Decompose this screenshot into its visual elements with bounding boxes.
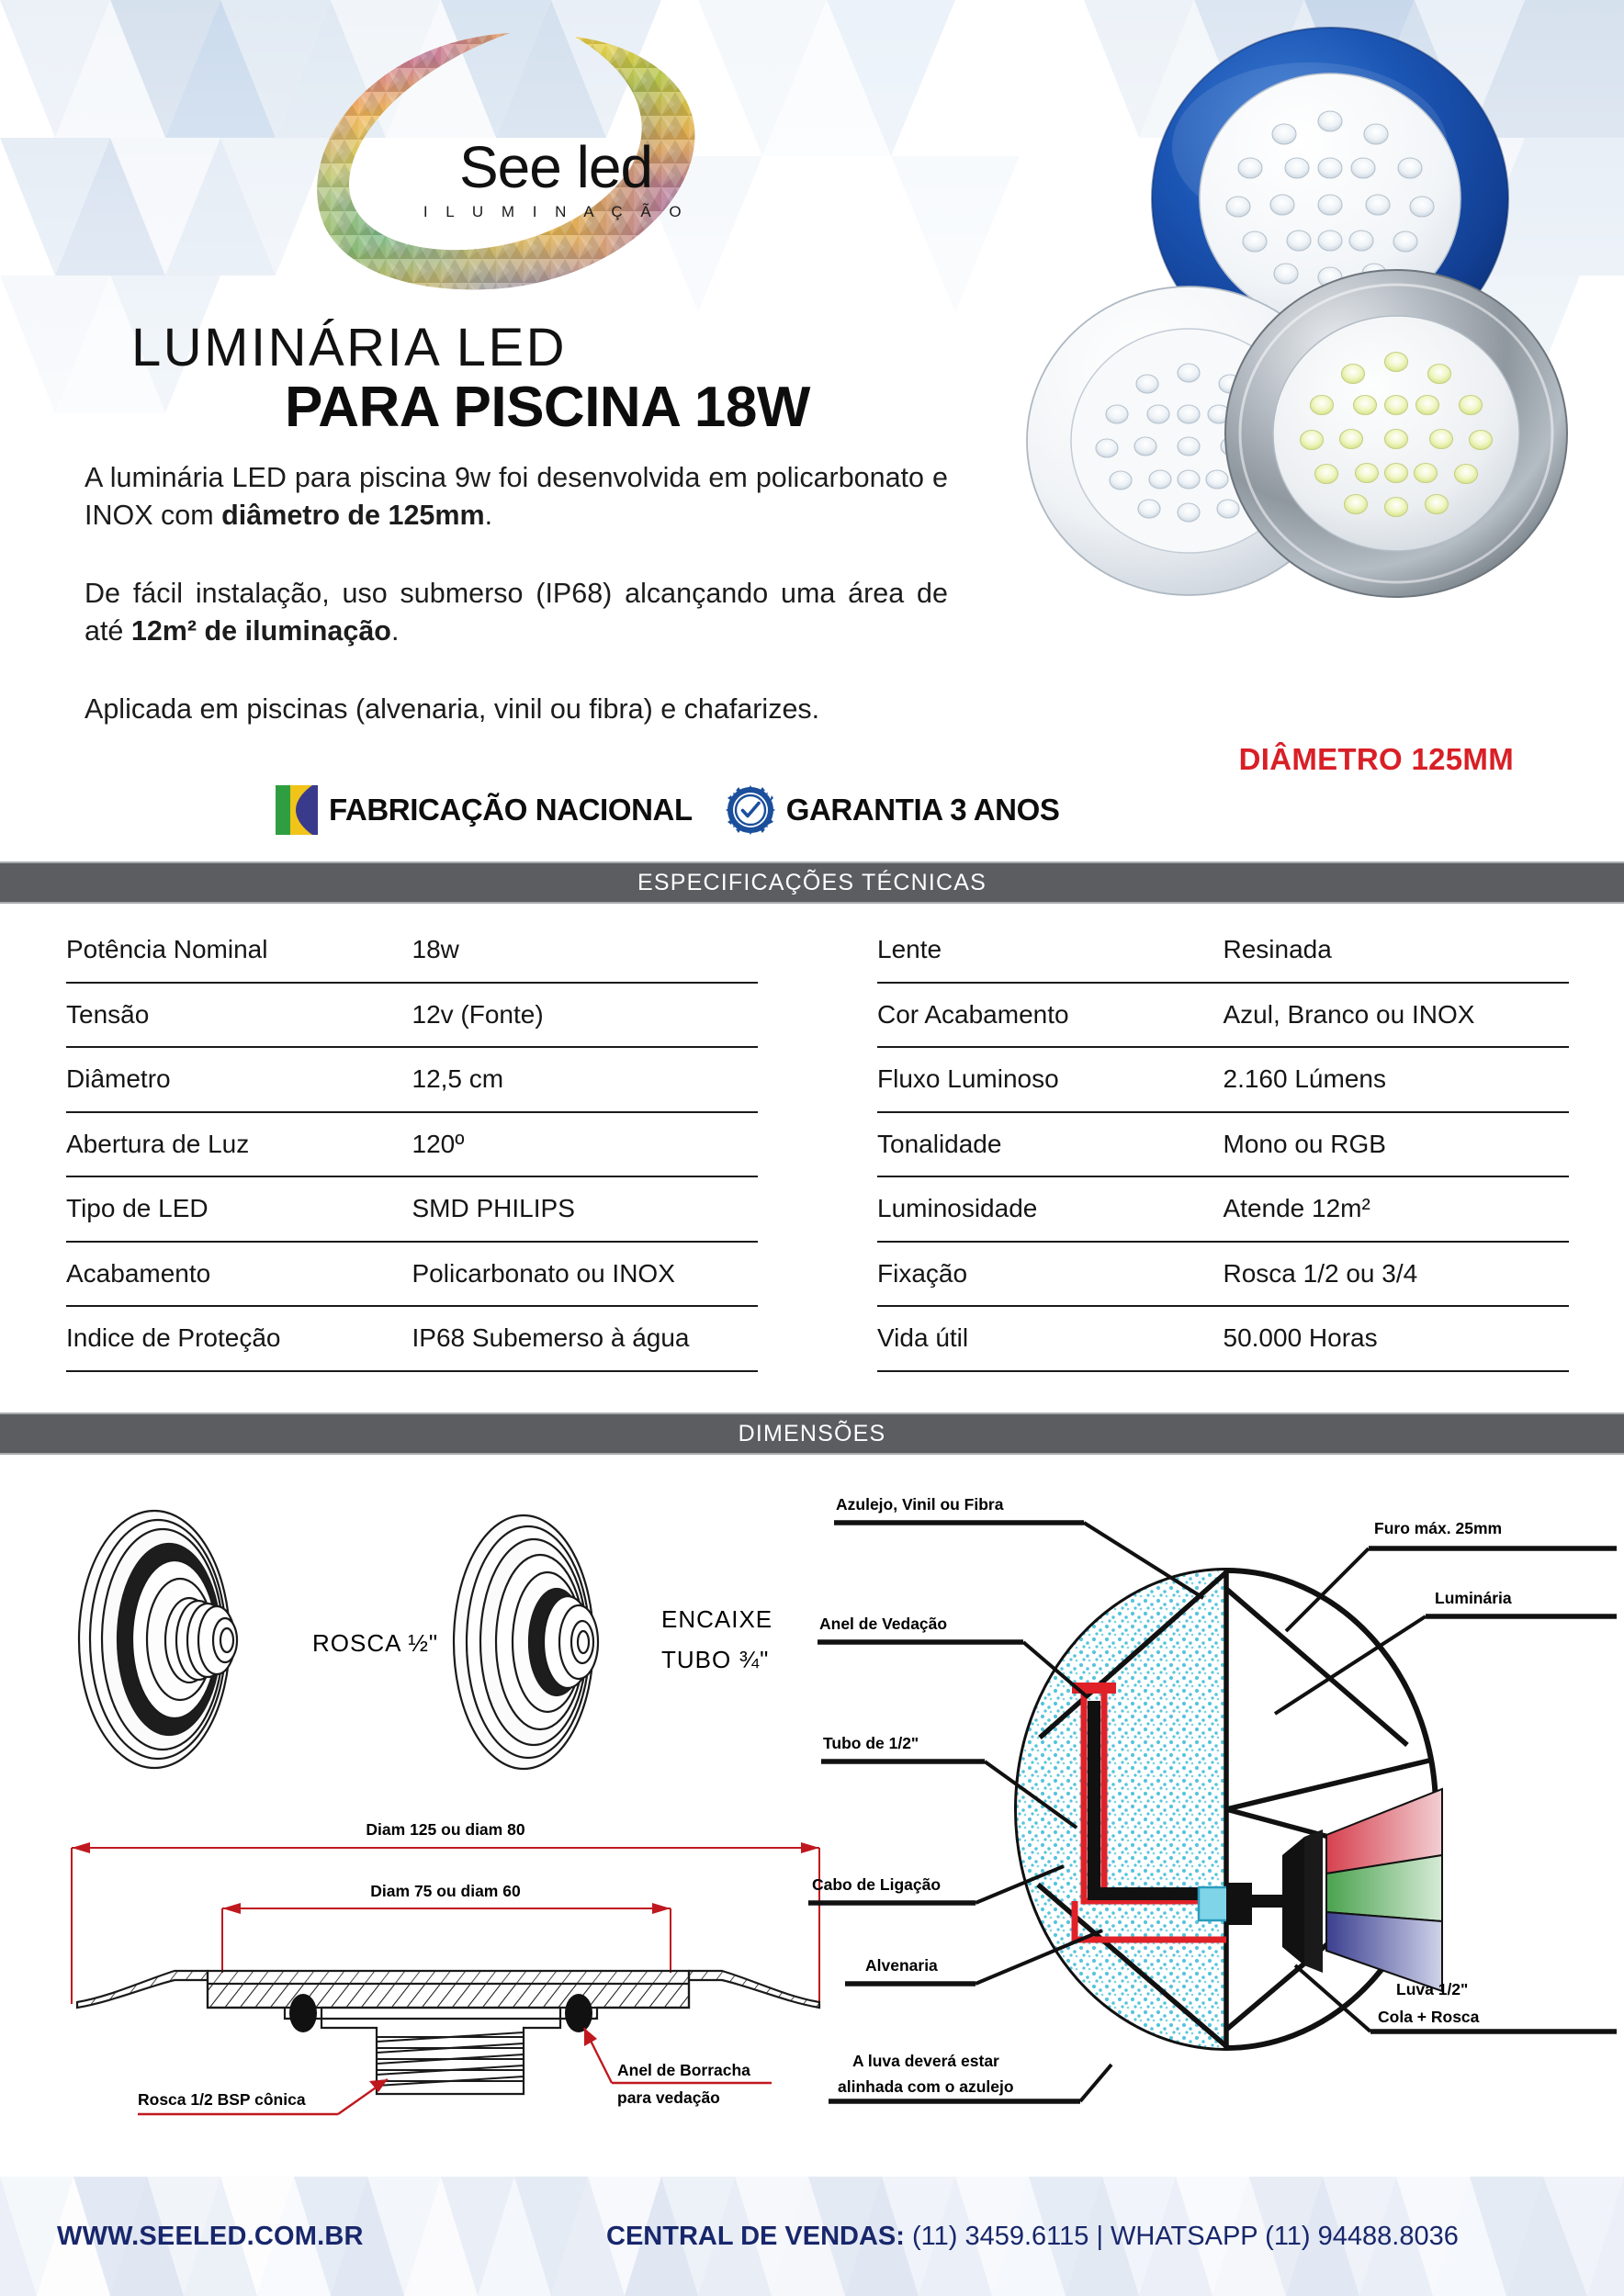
table-row — [66, 984, 758, 1049]
table-row — [66, 1177, 758, 1243]
spec-key: Tipo de LED — [66, 1194, 209, 1223]
footer-contact — [606, 2222, 1459, 2252]
table-row — [66, 1113, 758, 1178]
label-tile: Azulejo, Vinil ou Fibra — [836, 1495, 1004, 1514]
product-title-line1: LUMINÁRIA LED — [131, 318, 568, 377]
installation-diagram — [808, 1469, 1617, 2149]
cross-section-drawing — [46, 1809, 854, 2140]
label-masonry: Alvenaria — [865, 1956, 938, 1975]
p2-part-c: . — [390, 614, 400, 647]
specifications-table — [0, 918, 1624, 1396]
section-header-dimensions-label: DIMENSÕES — [738, 1420, 886, 1446]
label-cable: Cabo de Ligação — [812, 1875, 942, 1894]
badge-fabricacao-nacional — [276, 785, 693, 835]
logo-wordmark: See led — [458, 134, 653, 200]
spec-value: 120º — [412, 1129, 465, 1158]
badge-garantia — [726, 785, 1060, 835]
table-row — [66, 1307, 758, 1372]
socket-label-line2: TUBO ¾" — [661, 1646, 770, 1673]
spec-value: Atende 12m² — [1223, 1194, 1370, 1223]
specs-column-left — [0, 918, 824, 1396]
p2-part-a: De fácil instalação, uso submerso (IP68) alcançando uma área de até — [85, 578, 948, 647]
spec-key: Vida útil — [877, 1323, 969, 1353]
dimensions-section — [0, 1460, 1624, 2177]
table-row — [877, 1048, 1569, 1113]
p1-highlight: diâmetro de 125mm — [221, 499, 485, 531]
table-row — [877, 1113, 1569, 1178]
table-row — [877, 984, 1569, 1049]
spec-key: Acabamento — [66, 1258, 211, 1288]
spec-value: Mono ou RGB — [1223, 1129, 1386, 1158]
spec-key: Fixação — [877, 1258, 968, 1288]
spec-key: Cor Acabamento — [877, 999, 1069, 1029]
table-row — [877, 1243, 1569, 1308]
label-align-note-line1: A luva deverá estar — [852, 2052, 999, 2070]
spec-value: 50.000 Horas — [1223, 1323, 1378, 1353]
table-row — [66, 1048, 758, 1113]
p2-highlight: 12m² de iluminação — [130, 614, 391, 647]
table-row — [877, 918, 1569, 984]
feature-badges — [276, 785, 1059, 835]
spec-value: 12v (Fonte) — [412, 999, 544, 1029]
spec-key: Abertura de Luz — [66, 1129, 250, 1158]
thread-label: ROSCA ½" — [312, 1629, 439, 1657]
spec-key: Fluxo Luminoso — [877, 1064, 1059, 1094]
specs-column-right — [824, 918, 1624, 1396]
fixture-socket-view — [454, 1515, 598, 1769]
spec-value: 18w — [412, 935, 459, 964]
outer-dimension-label: Diam 125 ou diam 80 — [366, 1820, 525, 1839]
spec-value: 2.160 Lúmens — [1223, 1064, 1386, 1094]
inner-dimension-line — [222, 1903, 671, 1973]
intro-paragraph-2 — [85, 575, 948, 649]
logo-text-block — [404, 134, 707, 221]
p1-part-c: . — [484, 499, 493, 531]
logo-tagline: I L U M I N A Ç Ã O — [423, 203, 689, 220]
product-photos — [1018, 18, 1606, 735]
fixture-thread-view — [79, 1511, 237, 1768]
inner-dimension-label: Diam 75 ou diam 60 — [370, 1882, 521, 1900]
label-seal-ring: Anel de Vedação — [819, 1615, 948, 1633]
intro-paragraph-1 — [85, 459, 948, 534]
footer-sales-label: CENTRAL DE VENDAS: — [606, 2221, 905, 2251]
thread-note-label: Rosca 1/2 BSP cônica — [138, 2090, 306, 2109]
label-hole: Furo máx. 25mm — [1374, 1519, 1503, 1537]
spec-value: IP68 Subemerso à água — [412, 1323, 690, 1353]
spec-value: Rosca 1/2 ou 3/4 — [1223, 1258, 1418, 1288]
brand-logo — [276, 20, 753, 287]
rubber-ring-left — [289, 1994, 317, 2032]
spec-key: Lente — [877, 935, 942, 964]
footer-content — [0, 2177, 1624, 2296]
spec-key: Tonalidade — [877, 1129, 1002, 1158]
table-row — [66, 918, 758, 984]
section-header-specs — [0, 861, 1624, 904]
rubber-ring-right — [565, 1994, 592, 2032]
spec-value: 12,5 cm — [412, 1064, 504, 1094]
label-sleeve-line1: Luva 1/2" — [1396, 1980, 1469, 1998]
table-row — [877, 1177, 1569, 1243]
page-footer — [0, 2177, 1624, 2296]
socket-label-line1: ENCAIXE — [661, 1605, 773, 1633]
spec-key: Potência Nominal — [66, 935, 268, 964]
table-row — [66, 1243, 758, 1308]
spec-key: Tensão — [66, 999, 150, 1029]
footer-website[interactable]: WWW.SEELED.COM.BR — [57, 2221, 364, 2251]
footer-sales-phone[interactable]: (11) 3459.6115 | WHATSAPP (11) 94488.8036 — [904, 2221, 1459, 2251]
spec-key: Diâmetro — [66, 1064, 171, 1094]
label-align-note-line2: alinhada com o azulejo — [838, 2077, 1014, 2096]
spec-value: Policarbonato ou INOX — [412, 1258, 675, 1288]
product-inox — [1225, 270, 1567, 597]
label-luminaire: Luminária — [1435, 1589, 1512, 1607]
spec-key: Luminosidade — [877, 1194, 1038, 1223]
table-row — [877, 1307, 1569, 1372]
section-header-specs-label: ESPECIFICAÇÕES TÉCNICAS — [637, 869, 987, 895]
ring-note-line2: para vedação — [617, 2088, 720, 2107]
product-title-line2: PARA PISCINA 18W — [285, 376, 810, 439]
spec-key: Indice de Proteção — [66, 1323, 281, 1353]
spec-value: Azul, Branco ou INOX — [1223, 999, 1475, 1029]
hero-section — [0, 0, 1624, 854]
intro-paragraph-3: Aplicada em piscinas (alvenaria, vinil ou fibra) e chafarizes. — [85, 693, 820, 725]
warranty-seal-check-icon — [726, 785, 775, 835]
badge-garantia-label: GARANTIA 3 ANOS — [785, 793, 1060, 827]
label-sleeve-line2: Cola + Rosca — [1378, 2008, 1480, 2026]
badge-fabricacao-label: FABRICAÇÃO NACIONAL — [329, 793, 693, 827]
brazil-flag-icon — [276, 785, 318, 835]
spec-value: SMD PHILIPS — [412, 1194, 575, 1223]
label-pipe: Tubo de 1/2" — [823, 1734, 919, 1752]
section-header-dimensions — [0, 1412, 1624, 1455]
fixture-back-views — [37, 1488, 845, 1791]
p1-part-a: A luminária LED para piscina 9w foi desenvolvida em policarbonato e INOX com — [85, 462, 948, 531]
spec-value: Resinada — [1223, 935, 1332, 964]
ring-note-line1: Anel de Borracha — [617, 2061, 750, 2079]
diameter-callout: DIÂMETRO 125MM — [1238, 742, 1514, 776]
